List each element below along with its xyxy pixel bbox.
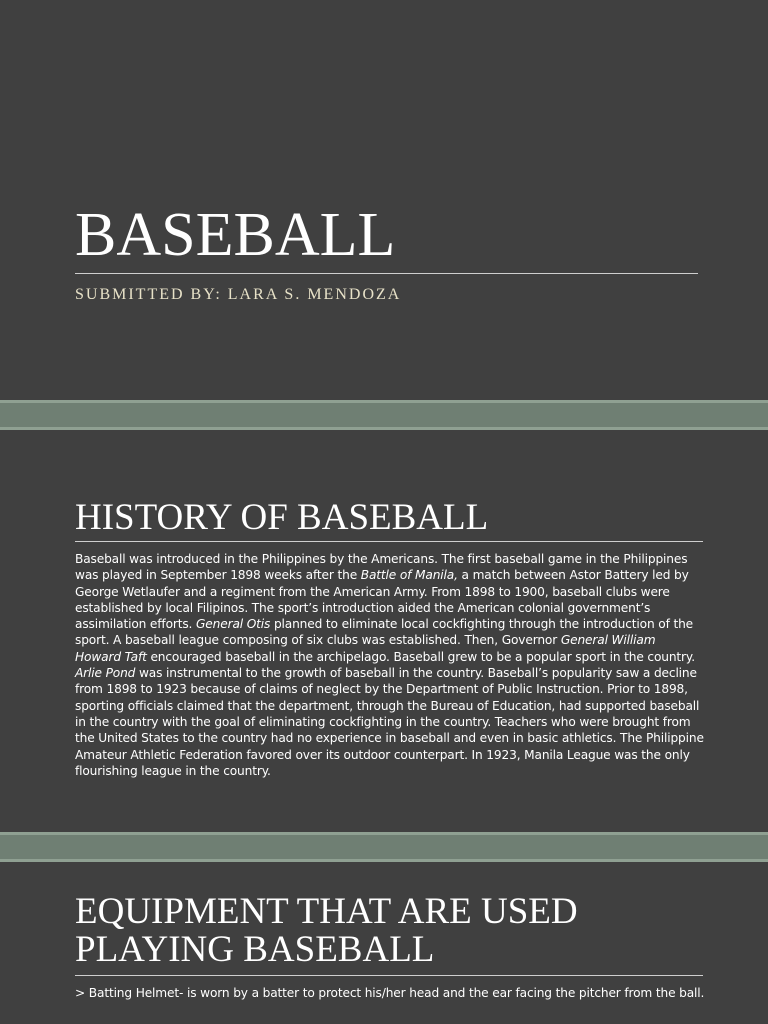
text-run: planned to eliminate local cockfighting through the introduction of the sport. A baseball league composing of six clubs was established. Then, Governor <box>75 617 693 648</box>
equipment-slide <box>0 862 768 1024</box>
slide-title: BASEBALL <box>75 201 396 269</box>
title-underline <box>75 541 703 542</box>
italic-run: Battle of Manila, <box>360 568 458 583</box>
slide-title-line-2: PLAYING BASEBALL <box>75 929 435 970</box>
slide-title: HISTORY OF BASEBALL <box>75 497 489 538</box>
italic-run: Arlie Pond <box>75 666 136 681</box>
text-run: was instrumental to the growth of baseball in the country. Baseball’s popularity saw a decline from 1898 to 1923 because of claims of neglect by the Department of Public Instruction. Prior to 1898, sporting officials claimed that the department, through the Bureau of Education, had supported baseball in the country with the goal of eliminating cockfighting in the country. Teachers who were brought from the United States to the country had no experience in baseball and even in basic athletics. The Philippine Amateur Athletic Federation favored over its outdoor counterpart. In 1923, Manila League was the only flourishing league in the country. <box>75 666 704 778</box>
title-slide <box>0 0 768 400</box>
text-run: encouraged baseball in the archipelago. Baseball grew to be a popular sport in the country. <box>146 649 695 664</box>
italic-run: General William Howard Taft <box>75 633 656 664</box>
text-run: Baseball was introduced in the Philippines by the Americans. The first baseball game in the Philippines was played in September 1898 weeks after the <box>75 552 688 583</box>
italic-run: General Otis <box>196 617 271 632</box>
title-underline <box>75 273 698 274</box>
text-run: a match between Astor Battery led by George Wetlaufer and a regiment from the American Army. From 1898 to 1900, baseball clubs were established by local Filipinos. The sport’s introduction aided the American colonial government’s assimilation efforts. <box>75 568 689 632</box>
history-paragraph <box>75 551 705 779</box>
slide-title-line-1: EQUIPMENT THAT ARE USED <box>75 891 578 932</box>
history-slide <box>0 430 768 832</box>
slide-separator <box>0 832 768 862</box>
title-underline <box>75 975 703 976</box>
slide-separator <box>0 400 768 430</box>
subtitle: SUBMITTED BY: LARA S. MENDOZA <box>75 286 402 303</box>
equipment-item: > Batting Helmet- is worn by a batter to protect his/her head and the ear facing the pitcher from the ball. <box>75 986 705 1000</box>
